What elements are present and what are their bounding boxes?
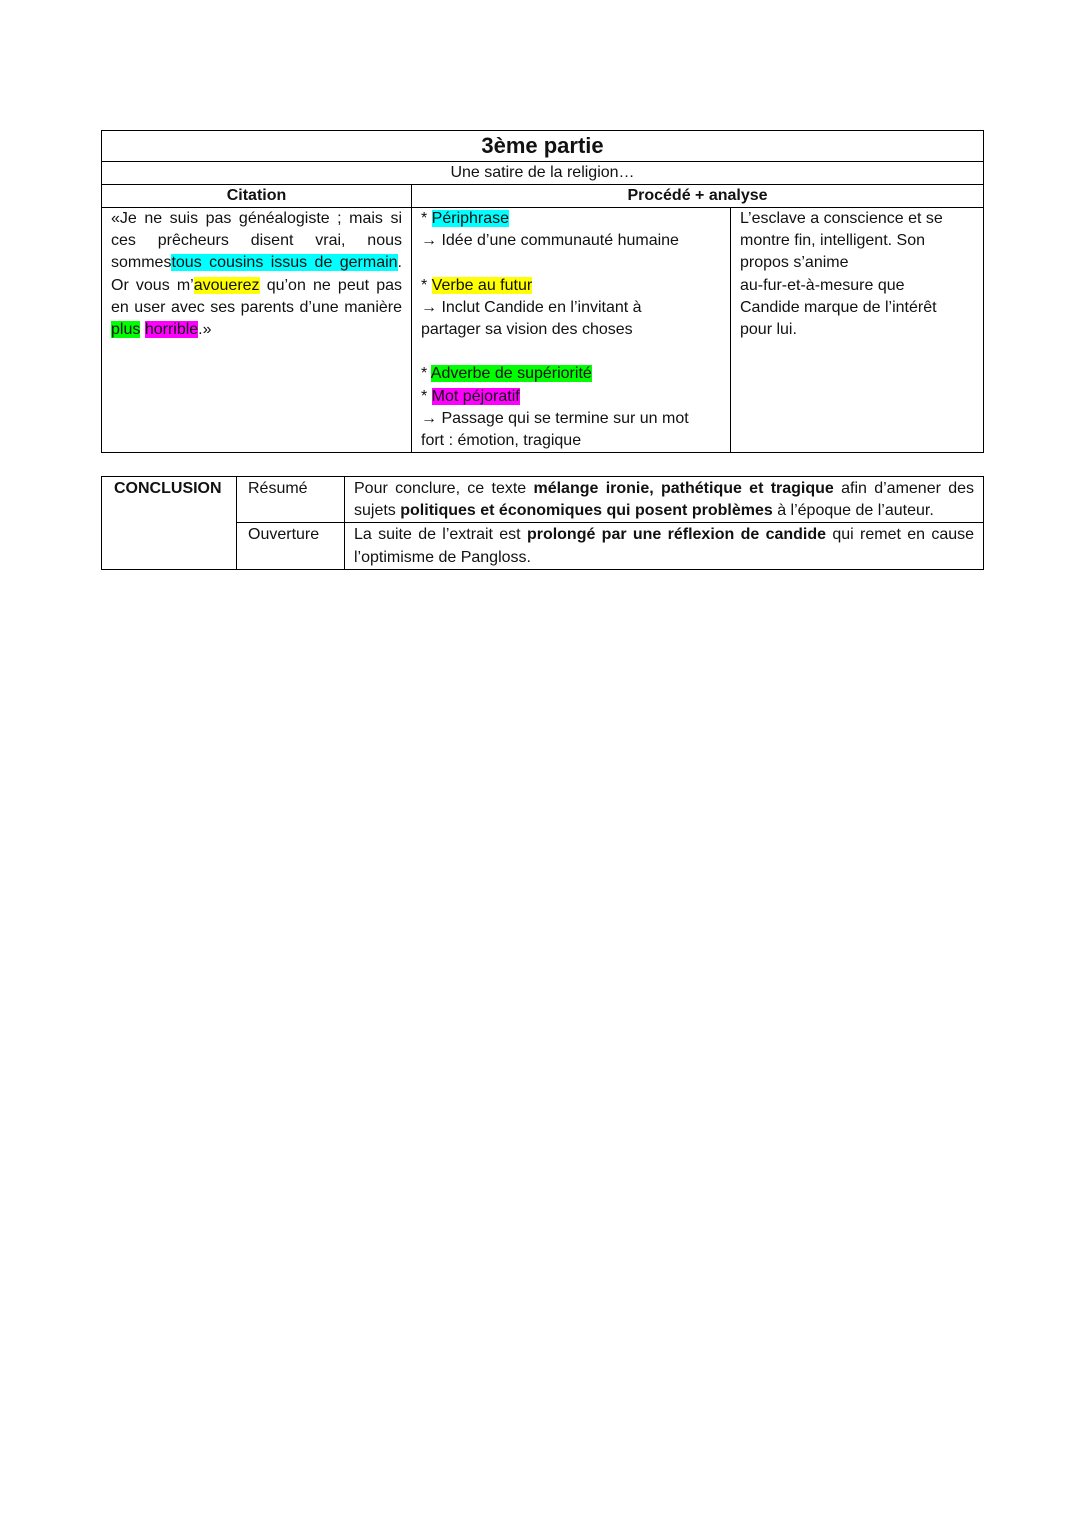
conclusion-label: CONCLUSION — [102, 477, 237, 570]
analyse-line: au-fur-et-à-mesure que — [740, 276, 905, 294]
analyse-cell — [731, 208, 984, 453]
resume-part: afin d’amener des sujets — [354, 480, 975, 520]
citation-text-4: .» — [198, 321, 212, 339]
resume-bold: mélange ironie, pathétique et tragique — [533, 480, 834, 497]
bullet-star: * — [421, 365, 431, 383]
procede-periphrase-analysis: → Idée d’une communauté humaine — [421, 232, 679, 250]
procede-futur-analysis-2: partager sa vision des choses — [421, 321, 633, 338]
ouverture-text — [345, 523, 984, 569]
citation-cell — [102, 208, 412, 453]
highlight-periphrase: tous cousins issus de germain — [171, 254, 398, 272]
resume-label: Résumé — [237, 477, 345, 523]
procede-final-analysis-1: → Passage qui se termine sur un mot — [421, 409, 689, 427]
citation-text-2: . Or vous m’ — [111, 254, 402, 294]
procede-final-analysis-2: fort : émotion, tragique — [421, 432, 582, 449]
section-title: 3ème partie — [102, 131, 984, 162]
bullet-star: * — [421, 210, 432, 227]
procede-pejoratif: Mot péjoratif — [431, 387, 520, 405]
citation-text-3: qu’on ne peut pas en user avec ses parents d’une manière — [111, 276, 402, 316]
header-procede: Procédé + analyse — [412, 185, 984, 208]
ouverture-bold: prolongé par une réflexion de candide — [526, 526, 827, 544]
section-subtitle: Une satire de la religion… — [102, 162, 984, 185]
procede-futur-analysis-1: → Inclut Candide en l’invitant à — [421, 298, 642, 316]
procede-periphrase: Périphrase — [431, 210, 510, 227]
ouverture-part: La suite de l’extrait est — [354, 526, 527, 544]
bullet-star: * — [421, 276, 432, 294]
analyse-line: Candide marque de l’intérêt — [740, 298, 937, 316]
analyse-line: L’esclave a conscience et se — [740, 210, 943, 227]
resume-text — [345, 477, 984, 523]
resume-bold: politiques et économiques qui posent problèmes — [400, 502, 773, 520]
highlight-futur: avouerez — [193, 276, 260, 294]
procede-adverbe: Adverbe de supériorité — [430, 365, 592, 383]
conclusion-table — [101, 476, 984, 570]
procede-futur: Verbe au futur — [431, 276, 533, 294]
analyse-line: propos s’anime — [740, 254, 849, 272]
header-citation: Citation — [102, 185, 412, 208]
analyse-line: pour lui. — [740, 321, 797, 339]
analysis-table — [101, 130, 984, 453]
procede-cell — [412, 208, 731, 453]
resume-part: à l’époque de l’auteur. — [772, 502, 934, 520]
highlight-pejoratif: horrible — [144, 321, 199, 339]
bullet-star: * — [421, 387, 432, 405]
ouverture-part: qui remet en cause l’optimisme de Pangloss. — [354, 526, 975, 566]
highlight-adverbe: plus — [111, 321, 141, 339]
resume-part: Pour conclure, ce texte — [354, 480, 534, 497]
citation-text-1: «Je ne suis pas généalogiste ; mais si ces prêcheurs disent vrai, nous sommes — [111, 210, 402, 272]
ouverture-label: Ouverture — [237, 523, 345, 569]
analyse-line: montre fin, intelligent. Son — [740, 232, 925, 250]
